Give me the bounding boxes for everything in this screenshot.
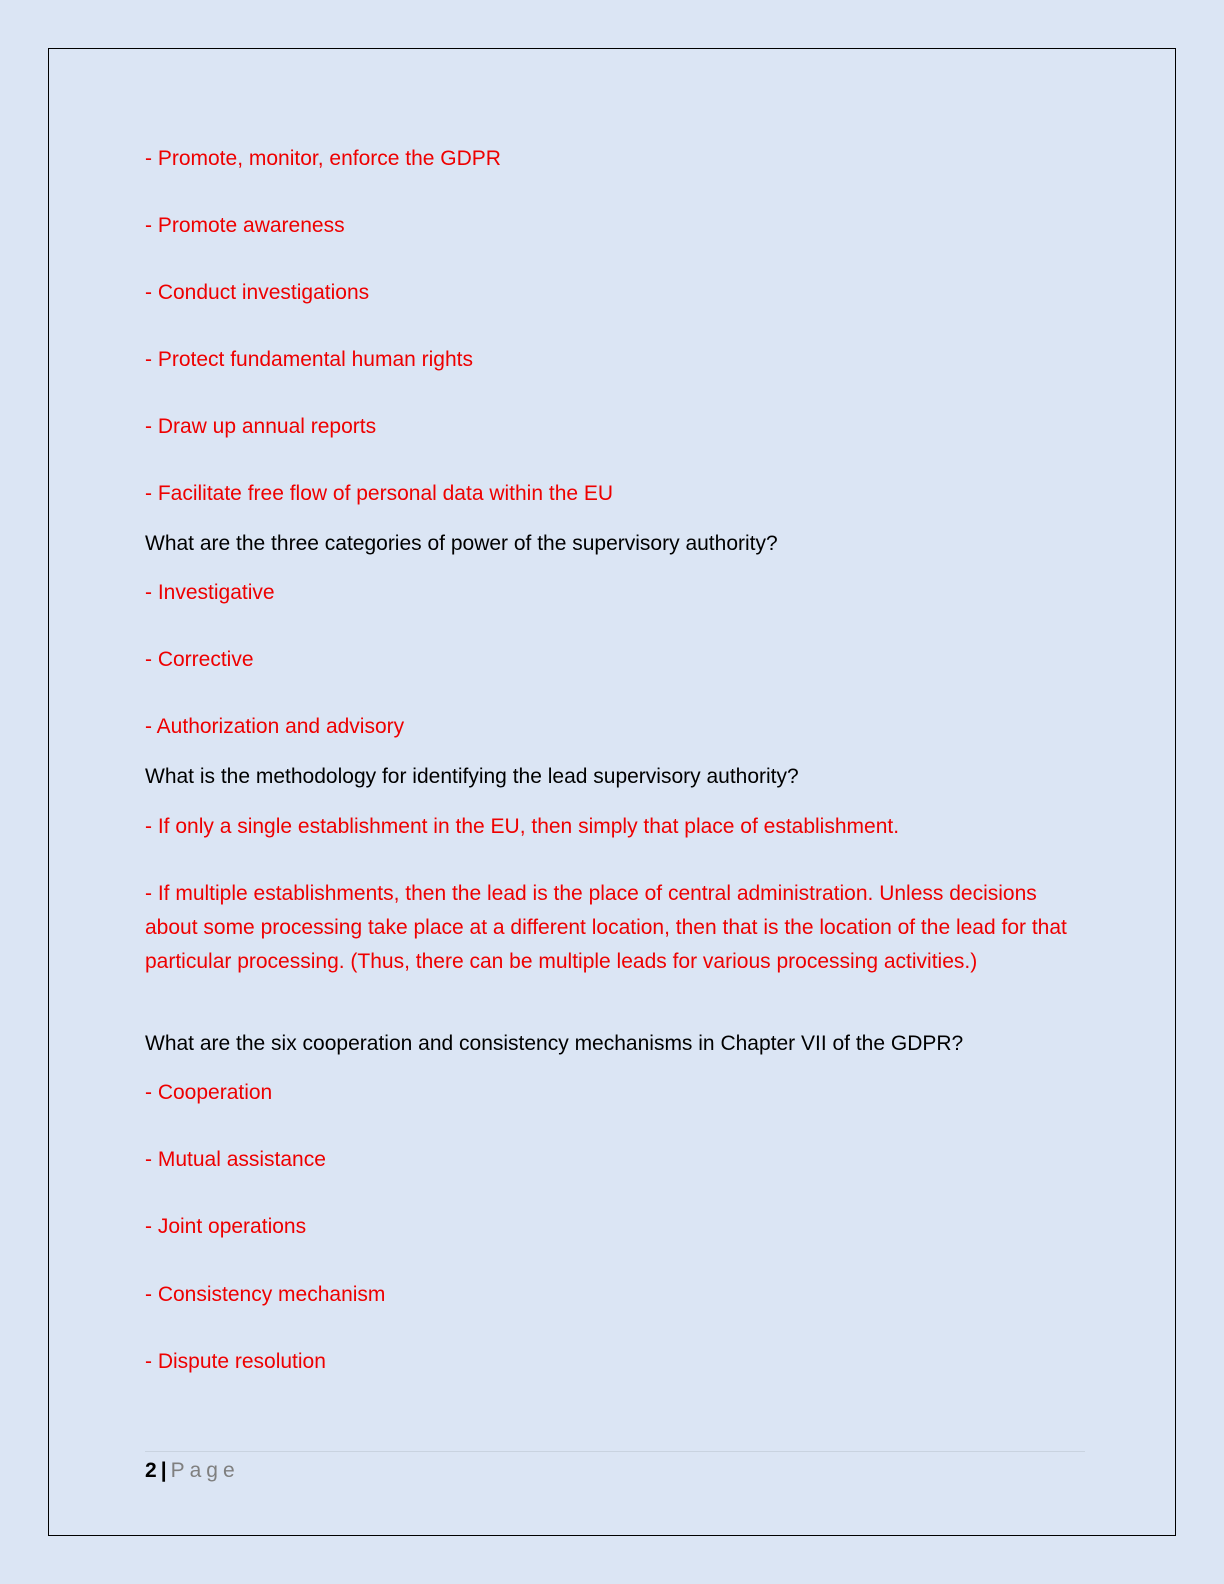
answer-item: - Mutual assistance (145, 1148, 326, 1171)
footer-separator: | (160, 1459, 167, 1482)
question-heading: What are the six cooperation and consistency mechanisms in Chapter VII of the GDPR? (145, 1032, 964, 1055)
answer-item: - Cooperation (145, 1081, 273, 1104)
answer-item: - Consistency mechanism (145, 1283, 386, 1306)
question-heading: What is the methodology for identifying the lead supervisory authority? (145, 765, 799, 788)
answer-item: - Joint operations (145, 1215, 307, 1238)
answer-item: - Promote, monitor, enforce the GDPR (145, 147, 501, 170)
answer-item: - Dispute resolution (145, 1350, 326, 1373)
footer-divider (145, 1451, 1085, 1452)
page-footer (145, 1456, 240, 1486)
answer-item: - Draw up annual reports (145, 415, 377, 438)
answer-item: - Conduct investigations (145, 281, 370, 304)
answer-item: - Authorization and advisory (145, 715, 405, 738)
page-label: Page (170, 1459, 240, 1482)
answer-item: - Investigative (145, 581, 275, 604)
answer-item: - If only a single establishment in the EU, then simply that place of establishment. (145, 815, 900, 838)
answer-item: - Promote awareness (145, 214, 345, 237)
answer-item: - Protect fundamental human rights (145, 348, 474, 371)
question-heading: What are the three categories of power of the supervisory authority? (145, 532, 778, 555)
page-number: 2 (145, 1459, 157, 1482)
answer-paragraph: - If multiple establishments, then the lead is the place of central administration. Unless decisions about some processing take place at a different location, then that is the location of the lead for that particular processing. (Thus, there can be multiple leads for various processing activities.) (145, 882, 1067, 973)
answer-item: - Facilitate free flow of personal data within the EU (145, 482, 614, 505)
answer-item: - Corrective (145, 648, 254, 671)
